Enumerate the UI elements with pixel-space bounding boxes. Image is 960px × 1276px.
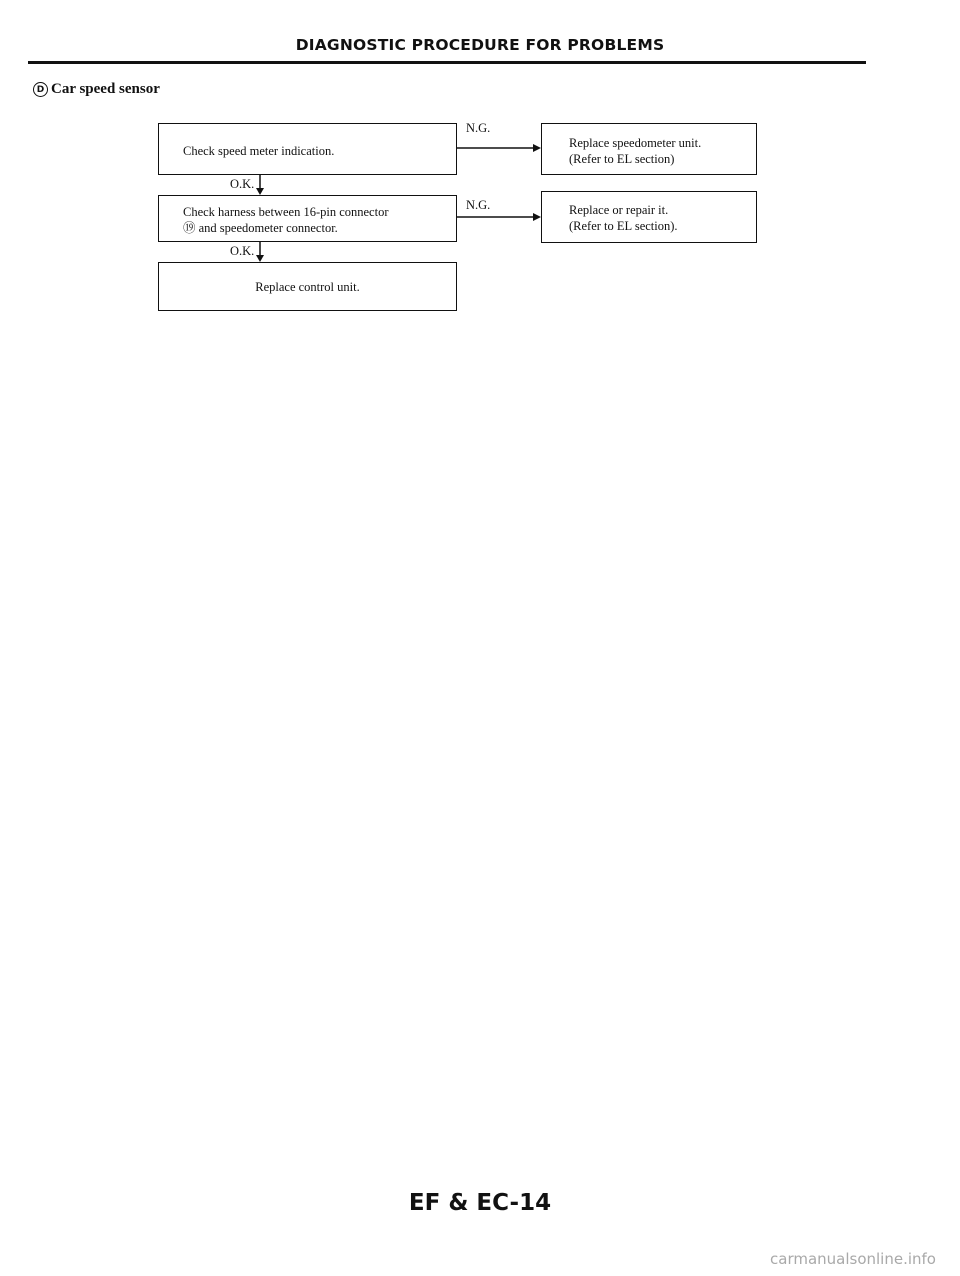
step3-text: Replace control unit. [255, 280, 360, 294]
step-replace-control-unit [158, 262, 457, 311]
watermark: carmanualsonline.info [770, 1250, 936, 1268]
step1-text: Check speed meter indication. [183, 144, 335, 158]
result1-text-line1: Replace speedometer unit. [569, 136, 702, 150]
result1-text-line2: (Refer to EL section) [569, 152, 675, 166]
result2-text-line2: (Refer to EL section). [569, 219, 678, 233]
page-number: EF & EC-14 [408, 1190, 552, 1216]
section-title: Car speed sensor [51, 81, 160, 97]
step-check-speed-meter [158, 123, 457, 175]
step-check-harness [158, 195, 457, 242]
ng-label: N.G. [466, 198, 491, 212]
arrow-down-ok-1 [256, 188, 264, 195]
ok-label: O.K. [230, 244, 255, 258]
section-marker-badge: D [33, 82, 48, 97]
ok-label: O.K. [230, 177, 255, 191]
arrow-right-ng-2 [533, 213, 541, 221]
step2-text-line2: ⑲ and speedometer connector. [183, 221, 338, 235]
arrow-right-ng-1 [533, 144, 541, 152]
result2-text-line1: Replace or repair it. [569, 203, 669, 217]
result-replace-speedometer [541, 123, 757, 175]
step2-text-line1: Check harness between 16-pin connector [183, 205, 389, 219]
arrow-down-ok-2 [256, 255, 264, 262]
result-replace-or-repair [541, 191, 757, 243]
ng-label: N.G. [466, 121, 491, 135]
page-title: DIAGNOSTIC PROCEDURE FOR PROBLEMS [295, 36, 665, 54]
